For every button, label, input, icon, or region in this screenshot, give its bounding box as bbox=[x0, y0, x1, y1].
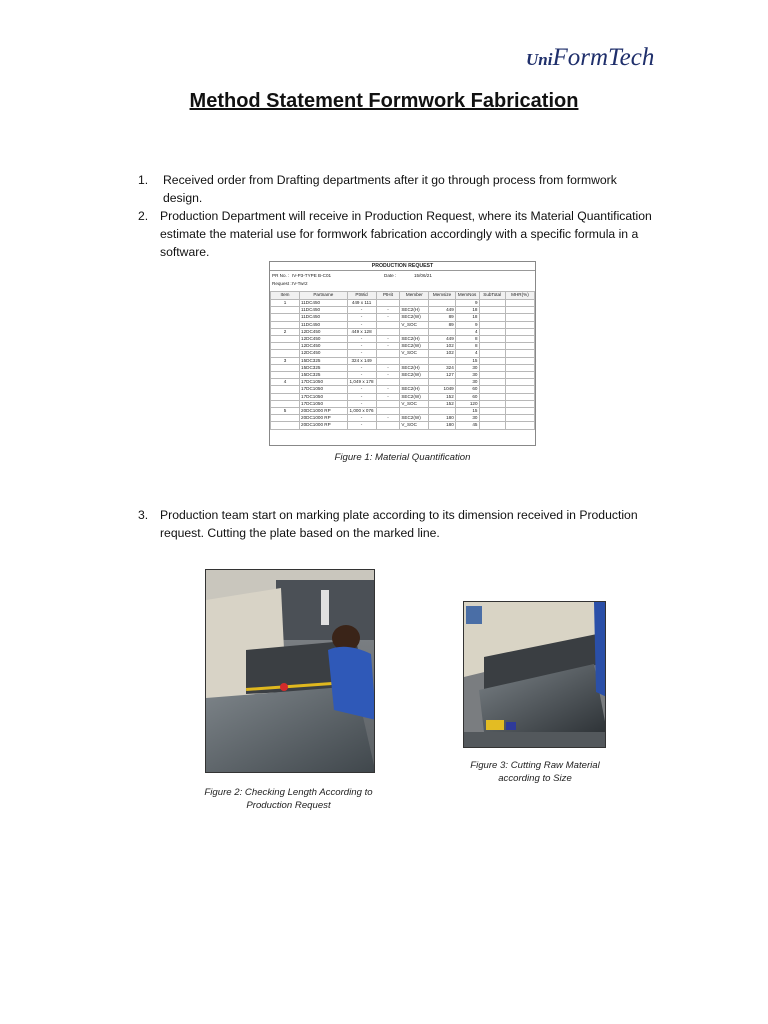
table-cell: 8 bbox=[455, 336, 479, 343]
table-cell: 15DC325 bbox=[300, 357, 348, 364]
table-cell: 449 bbox=[429, 307, 455, 314]
table-cell bbox=[505, 314, 534, 321]
step-number: 1. bbox=[138, 173, 149, 187]
figure-3-caption-line: Figure 3: Cutting Raw Material bbox=[470, 760, 600, 771]
table-cell bbox=[479, 400, 505, 407]
table-cell: SEC2(H) bbox=[400, 307, 429, 314]
table-cell: 30 bbox=[455, 415, 479, 422]
table-cell bbox=[505, 422, 534, 429]
table-cell bbox=[271, 307, 300, 314]
table-cell: 102 bbox=[429, 343, 455, 350]
workshop-photo-marking bbox=[206, 570, 375, 773]
table-cell: - bbox=[376, 372, 400, 379]
table-cell: 30 bbox=[455, 364, 479, 371]
table-cell: 45 bbox=[455, 422, 479, 429]
table-cell bbox=[376, 379, 400, 386]
table-cell: 9 bbox=[455, 300, 479, 307]
table-cell: - bbox=[347, 422, 376, 429]
table-cell bbox=[429, 328, 455, 335]
request-value: IV-Twr2 bbox=[292, 281, 308, 286]
column-header: PtWid bbox=[347, 292, 376, 300]
table-row bbox=[271, 300, 535, 307]
table-cell: 11DC450 bbox=[300, 314, 348, 321]
table-cell: 1 bbox=[271, 300, 300, 307]
table-cell: - bbox=[376, 336, 400, 343]
table-cell bbox=[271, 393, 300, 400]
table-cell bbox=[376, 400, 400, 407]
table-cell bbox=[505, 386, 534, 393]
table-cell: - bbox=[347, 364, 376, 371]
table-cell: V_SOC bbox=[400, 400, 429, 407]
table-cell: - bbox=[347, 343, 376, 350]
figure-2-caption-line: Production Request bbox=[246, 800, 331, 811]
table-cell bbox=[376, 328, 400, 335]
table-cell: V_SOC bbox=[400, 422, 429, 429]
table-cell bbox=[505, 321, 534, 328]
step-number: 2. bbox=[138, 209, 149, 223]
table-cell: 449 bbox=[429, 336, 455, 343]
company-logo bbox=[526, 44, 654, 72]
table-cell bbox=[376, 350, 400, 357]
table-cell bbox=[271, 422, 300, 429]
table-cell: 15DC325 bbox=[300, 364, 348, 371]
table-cell: - bbox=[376, 364, 400, 371]
table-cell bbox=[376, 321, 400, 328]
table-cell: 11DC450 bbox=[300, 300, 348, 307]
table-cell bbox=[479, 372, 505, 379]
table-cell: - bbox=[347, 307, 376, 314]
step-number: 3. bbox=[138, 508, 149, 522]
table-cell: 324 bbox=[429, 364, 455, 371]
table-cell: 5 bbox=[271, 408, 300, 415]
quantification-table bbox=[270, 291, 535, 430]
pr-no-value: IV-P3-TYPE B-C01 bbox=[292, 273, 332, 278]
pr-no-label: PR No. : bbox=[272, 273, 290, 278]
column-header: PtHit bbox=[376, 292, 400, 300]
table-cell bbox=[376, 357, 400, 364]
table-cell bbox=[505, 343, 534, 350]
table-cell bbox=[505, 379, 534, 386]
table-cell: 449 x 128 bbox=[347, 328, 376, 335]
table-cell: 20DC1000 RP bbox=[300, 415, 348, 422]
table-cell: 324 x 149 bbox=[347, 357, 376, 364]
table-cell bbox=[479, 415, 505, 422]
table-cell: SEC2(W) bbox=[400, 415, 429, 422]
table-cell: SEC2(H) bbox=[400, 386, 429, 393]
table-cell bbox=[479, 328, 505, 335]
table-cell bbox=[479, 314, 505, 321]
step-text-line: design. bbox=[163, 191, 203, 205]
production-request-table-image bbox=[269, 261, 536, 446]
figure-3-photo bbox=[463, 601, 606, 748]
step-text-line: request. Cutting the plate based on the marked line. bbox=[160, 526, 440, 540]
table-cell: 1049 bbox=[429, 386, 455, 393]
table-cell: - bbox=[347, 350, 376, 357]
table-cell: - bbox=[347, 321, 376, 328]
figure-1-caption: Figure 1: Material Quantification bbox=[334, 452, 471, 463]
table-row bbox=[271, 379, 535, 386]
table-row bbox=[271, 400, 535, 407]
table-body bbox=[271, 300, 535, 430]
figure-3-caption-line: according to Size bbox=[498, 773, 572, 784]
table-cell bbox=[479, 307, 505, 314]
table-cell bbox=[505, 372, 534, 379]
date-label: Date : bbox=[384, 273, 397, 278]
table-cell: SEC2(W) bbox=[400, 372, 429, 379]
table-cell bbox=[479, 422, 505, 429]
table-cell bbox=[271, 386, 300, 393]
table-cell bbox=[479, 300, 505, 307]
table-cell: 18 bbox=[455, 314, 479, 321]
figure-3-caption bbox=[455, 759, 615, 785]
table-cell bbox=[376, 422, 400, 429]
production-request-meta-row bbox=[270, 271, 535, 279]
table-cell bbox=[505, 350, 534, 357]
table-cell bbox=[400, 328, 429, 335]
figure-2-caption-line: Figure 2: Checking Length According to bbox=[204, 787, 373, 798]
step-text-line: Production team start on marking plate according to its dimension received in Production bbox=[160, 508, 638, 522]
table-cell: 4 bbox=[271, 379, 300, 386]
table-cell: 17DC1050 bbox=[300, 386, 348, 393]
table-cell bbox=[429, 379, 455, 386]
table-cell bbox=[479, 379, 505, 386]
table-cell: - bbox=[347, 314, 376, 321]
table-row bbox=[271, 364, 535, 371]
column-header: MHR(%) bbox=[505, 292, 534, 300]
table-row bbox=[271, 314, 535, 321]
production-request-heading: PRODUCTION REQUEST bbox=[270, 262, 535, 271]
table-cell bbox=[479, 364, 505, 371]
table-row bbox=[271, 372, 535, 379]
table-cell: SEC2(H) bbox=[400, 364, 429, 371]
table-cell: 4 bbox=[455, 328, 479, 335]
table-row bbox=[271, 307, 535, 314]
table-cell: SEC2(W) bbox=[400, 314, 429, 321]
table-cell bbox=[505, 357, 534, 364]
table-cell: 180 bbox=[429, 422, 455, 429]
table-cell: 18 bbox=[455, 307, 479, 314]
table-cell bbox=[505, 307, 534, 314]
table-cell: - bbox=[376, 307, 400, 314]
table-cell: 102 bbox=[429, 350, 455, 357]
table-cell bbox=[505, 408, 534, 415]
table-cell: 2 bbox=[271, 328, 300, 335]
table-cell bbox=[505, 364, 534, 371]
table-cell: 1,049 x 178 bbox=[347, 379, 376, 386]
table-cell bbox=[271, 321, 300, 328]
table-cell: - bbox=[376, 386, 400, 393]
step-text-line: Production Department will receive in Production Request, where its Material Quantification bbox=[160, 209, 652, 223]
workshop-photo-cutting bbox=[464, 602, 606, 748]
table-cell: SEC2(W) bbox=[400, 343, 429, 350]
table-cell bbox=[271, 415, 300, 422]
table-cell: - bbox=[376, 343, 400, 350]
table-row bbox=[271, 336, 535, 343]
table-cell bbox=[429, 408, 455, 415]
column-header: Member bbox=[400, 292, 429, 300]
table-cell: - bbox=[347, 372, 376, 379]
table-cell bbox=[479, 386, 505, 393]
table-cell bbox=[400, 379, 429, 386]
table-cell: SEC2(W) bbox=[400, 393, 429, 400]
table-cell: 4 bbox=[455, 350, 479, 357]
step-2 bbox=[138, 207, 658, 261]
table-cell bbox=[271, 400, 300, 407]
table-row bbox=[271, 328, 535, 335]
table-cell bbox=[479, 343, 505, 350]
table-cell bbox=[400, 300, 429, 307]
step-1 bbox=[138, 171, 658, 207]
table-row bbox=[271, 422, 535, 429]
table-cell: 89 bbox=[429, 321, 455, 328]
table-cell: - bbox=[347, 415, 376, 422]
table-cell: 1,000 x 076 bbox=[347, 408, 376, 415]
date-value: 15/06/21 bbox=[414, 273, 432, 278]
table-cell bbox=[271, 372, 300, 379]
table-cell: 152 bbox=[429, 400, 455, 407]
table-cell bbox=[505, 300, 534, 307]
table-cell bbox=[271, 343, 300, 350]
step-3 bbox=[138, 506, 658, 542]
step-text-line: estimate the material use for formwork fabrication accordingly with a specific formula in a bbox=[160, 227, 639, 241]
table-cell bbox=[479, 393, 505, 400]
table-cell: 15 bbox=[455, 357, 479, 364]
table-cell: 11DC450 bbox=[300, 307, 348, 314]
table-cell: 3 bbox=[271, 357, 300, 364]
table-cell: 17DC1050 bbox=[300, 393, 348, 400]
table-cell bbox=[271, 364, 300, 371]
table-cell bbox=[479, 357, 505, 364]
table-cell: 12DC450 bbox=[300, 336, 348, 343]
table-cell: 15 bbox=[455, 408, 479, 415]
table-cell bbox=[271, 336, 300, 343]
table-row bbox=[271, 415, 535, 422]
table-cell: 12DC450 bbox=[300, 350, 348, 357]
table-row bbox=[271, 393, 535, 400]
request-label: Request : bbox=[272, 281, 292, 286]
table-cell: 30 bbox=[455, 379, 479, 386]
column-header: Partname bbox=[300, 292, 348, 300]
table-cell: 152 bbox=[429, 393, 455, 400]
table-cell: - bbox=[376, 393, 400, 400]
table-cell: - bbox=[347, 336, 376, 343]
table-row bbox=[271, 408, 535, 415]
table-cell: V_SOC bbox=[400, 321, 429, 328]
logo-prefix: Uni bbox=[526, 50, 553, 69]
table-cell: - bbox=[347, 400, 376, 407]
table-cell: 120 bbox=[455, 400, 479, 407]
table-row bbox=[271, 343, 535, 350]
table-cell bbox=[479, 336, 505, 343]
table-row bbox=[271, 357, 535, 364]
table-cell: 12DC450 bbox=[300, 343, 348, 350]
table-cell bbox=[271, 314, 300, 321]
table-cell bbox=[505, 328, 534, 335]
table-cell: 17DC1050 bbox=[300, 400, 348, 407]
table-row bbox=[271, 321, 535, 328]
table-cell: 15DC325 bbox=[300, 372, 348, 379]
table-row bbox=[271, 350, 535, 357]
table-cell: 180 bbox=[429, 415, 455, 422]
table-cell: 30 bbox=[455, 372, 479, 379]
column-header: SubTotal bbox=[479, 292, 505, 300]
table-cell: 20DC1000 RP bbox=[300, 422, 348, 429]
table-cell: 127 bbox=[429, 372, 455, 379]
table-cell bbox=[376, 408, 400, 415]
table-cell bbox=[271, 350, 300, 357]
table-cell: 20DC1000 RP bbox=[300, 408, 348, 415]
table-cell: 60 bbox=[455, 393, 479, 400]
table-cell: 11DC450 bbox=[300, 321, 348, 328]
table-cell: 12DC450 bbox=[300, 328, 348, 335]
step-text-line: Received order from Drafting departments after it go through process from formwork bbox=[163, 173, 617, 187]
table-cell: 449 x 111 bbox=[347, 300, 376, 307]
table-cell bbox=[505, 336, 534, 343]
figure-2-caption bbox=[196, 786, 381, 812]
document-title: Method Statement Formwork Fabrication bbox=[189, 90, 579, 112]
table-cell: - bbox=[376, 314, 400, 321]
table-cell: 9 bbox=[455, 321, 479, 328]
table-cell bbox=[479, 350, 505, 357]
logo-main: FormTech bbox=[552, 44, 655, 71]
table-cell bbox=[505, 400, 534, 407]
table-cell: 60 bbox=[455, 386, 479, 393]
table-cell: 89 bbox=[429, 314, 455, 321]
table-cell bbox=[479, 408, 505, 415]
table-cell: - bbox=[347, 393, 376, 400]
column-header: MemNos bbox=[455, 292, 479, 300]
table-cell bbox=[479, 321, 505, 328]
table-row bbox=[271, 386, 535, 393]
figure-2-photo bbox=[205, 569, 375, 773]
table-cell: 8 bbox=[455, 343, 479, 350]
table-cell bbox=[429, 300, 455, 307]
column-header: Memsize bbox=[429, 292, 455, 300]
table-cell: V_SOC bbox=[400, 350, 429, 357]
table-cell bbox=[505, 393, 534, 400]
column-header: Item bbox=[271, 292, 300, 300]
table-cell: SEC2(H) bbox=[400, 336, 429, 343]
table-cell: 17DC1050 bbox=[300, 379, 348, 386]
table-cell bbox=[376, 300, 400, 307]
table-cell bbox=[429, 357, 455, 364]
table-cell: - bbox=[347, 386, 376, 393]
table-cell bbox=[400, 408, 429, 415]
step-text-line: software. bbox=[160, 245, 210, 259]
table-header-row bbox=[271, 292, 535, 300]
table-cell bbox=[505, 415, 534, 422]
table-cell: - bbox=[376, 415, 400, 422]
production-request-meta-row bbox=[270, 279, 535, 287]
table-cell bbox=[400, 357, 429, 364]
